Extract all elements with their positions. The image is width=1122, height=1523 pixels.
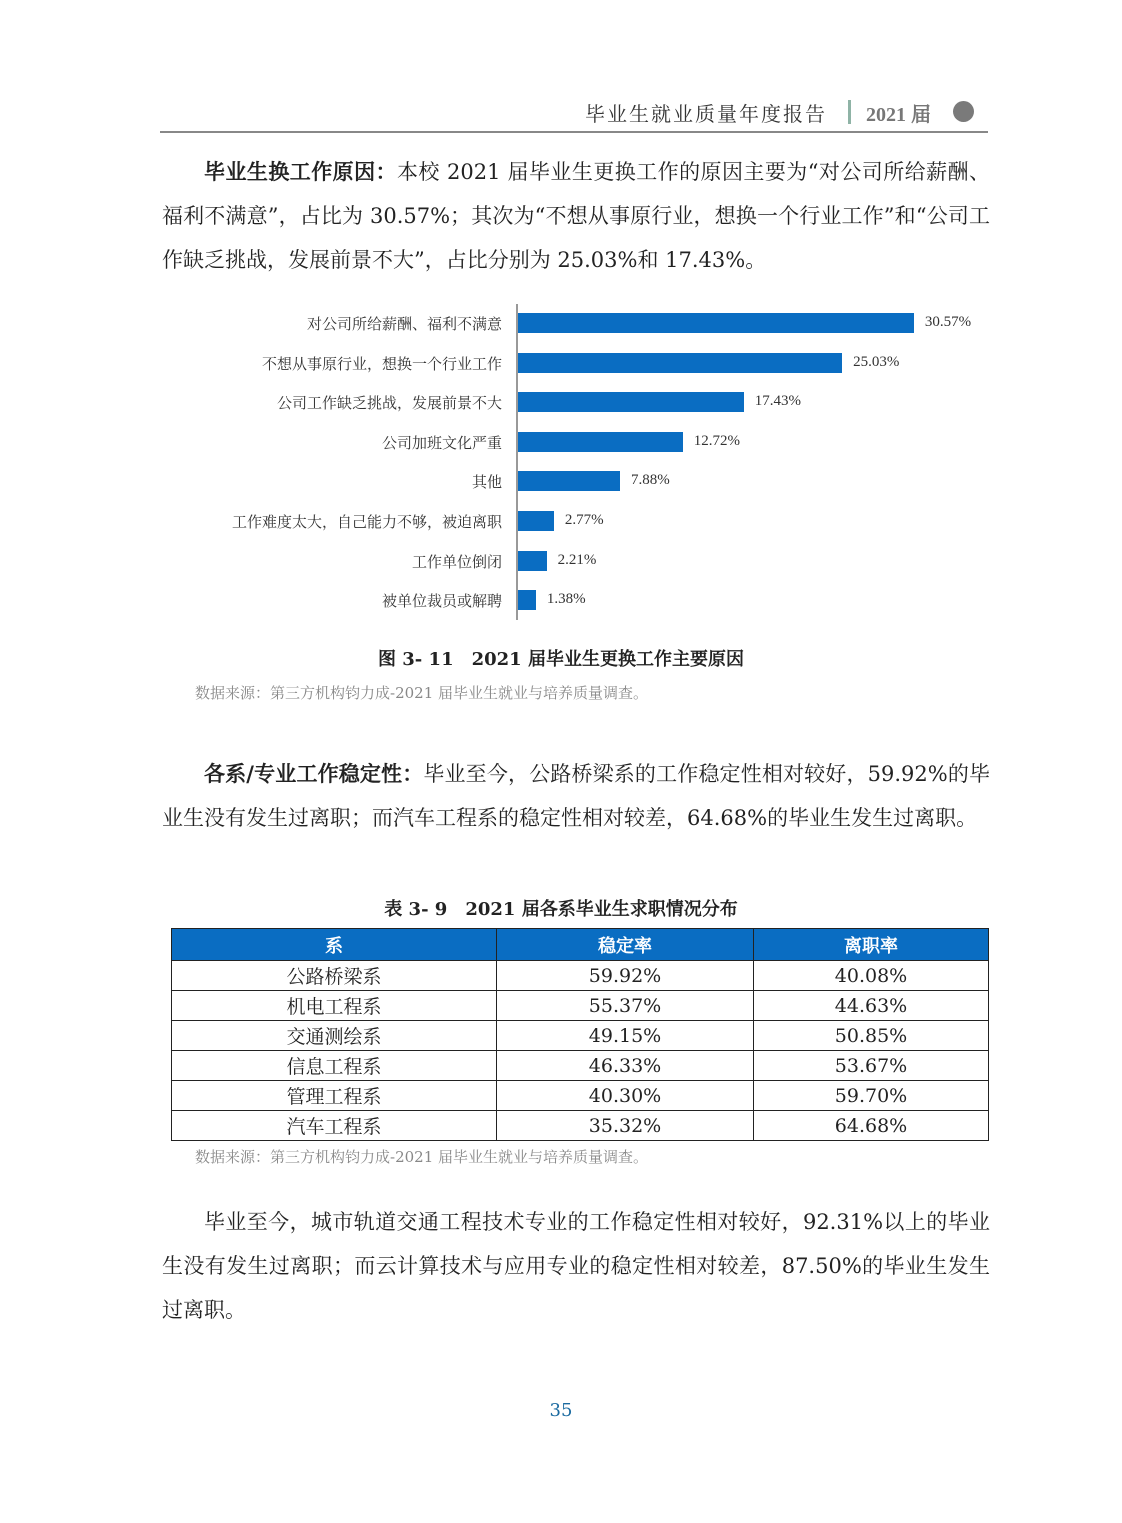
department-table [171,928,989,1141]
paragraph-job-change-reasons [162,150,990,282]
value-label: 7.88% [631,472,670,489]
category-label: 对公司所给薪酬、福利不满意 [306,315,502,333]
table-cell: 53.67% [754,1051,989,1081]
table-cell: 46.33% [497,1051,754,1081]
column-header: 离职率 [754,929,989,961]
table-cell: 机电工程系 [172,991,497,1021]
table-caption: 表 3- 9 2021 届各系毕业生求职情况分布 [384,899,738,920]
table-cell: 汽车工程系 [172,1111,497,1141]
table-cell: 40.08% [754,961,989,991]
chart-axis [516,304,518,620]
paragraph-heading: 毕业生换工作原因： [204,159,397,184]
table-cell: 49.15% [497,1021,754,1051]
table-cell: 59.70% [754,1081,989,1111]
table-source: 数据来源：第三方机构钧力成-2021 届毕业生就业与培养质量调查。 [195,1148,649,1166]
bar [518,392,744,412]
bar [518,471,620,491]
table-cell: 管理工程系 [172,1081,497,1111]
category-label: 被单位裁员或解聘 [381,592,502,611]
paragraph-text: 毕业至今，公路桥梁系的工作稳定性相对较好，59.92%的毕业生没有发生过离职；而汽车工程系的稳定性相对较差，64.68%的毕业生发生过离职。 [162,762,990,830]
figure-caption: 图 3- 11 2021 届毕业生更换工作主要原因 [378,649,744,670]
bar [518,590,536,610]
category-label: 公司工作缺乏挑战，发展前景不大 [276,394,502,413]
table-cell: 64.68% [754,1111,989,1141]
table-cell: 交通测绘系 [172,1021,497,1051]
category-label: 工作难度太大，自己能力不够，被迫离职 [231,513,502,531]
paragraph-department-stability [162,752,990,840]
table-cell: 59.92% [497,961,754,991]
figure-source: 数据来源：第三方机构钧力成-2021 届毕业生就业与培养质量调查。 [195,684,649,702]
bar [518,511,554,531]
column-header: 系 [172,929,497,961]
page-number: 35 [549,1400,573,1421]
header-dot-icon [953,101,974,122]
category-label: 其他 [471,473,502,492]
table-row [172,961,989,991]
table-cell: 公路桥梁系 [172,961,497,991]
header-title: 毕业生就业质量年度报告 [585,102,827,126]
table-row [172,1051,989,1081]
table-row [172,1111,989,1141]
header-rule [160,131,988,133]
value-label: 1.38% [546,591,586,608]
paragraph-major-stability: 毕业至今，城市轨道交通工程技术专业的工作稳定性相对较好，92.31%以上的毕业生没有发生过离职；而云计算技术与应用专业的稳定性相对较差，87.50%的毕业生发生过离职。 [162,1210,990,1322]
header-year: 2021 届 [866,104,931,126]
table-cell: 35.32% [497,1111,754,1141]
paragraph-heading: 各系/专业工作稳定性： [204,761,424,786]
column-header: 稳定率 [497,929,754,961]
value-label: 17.43% [754,393,801,410]
table-header-row [172,929,989,961]
value-label: 25.03% [853,353,900,370]
bar-chart [0,300,1122,630]
table-row [172,1081,989,1111]
paragraph-text: 本校 2021 届毕业生更换工作的原因主要为“对公司所给薪酬、福利不满意”，占比为 30.57%；其次为“不想从事原行业，想换一个行业工作”和“公司工作缺乏挑战，发展前景不大”，占比分别为 25.03%和 17.43%。 [162,160,991,272]
table-cell: 信息工程系 [172,1051,497,1081]
value-label: 2.21% [557,551,597,568]
category-label: 公司加班文化严重 [381,433,502,452]
table-cell: 44.63% [754,991,989,1021]
table-row [172,1021,989,1051]
table-cell: 50.85% [754,1021,989,1051]
bar [518,432,683,452]
value-label: 2.77% [564,512,604,528]
bar [518,313,914,333]
category-label: 工作单位倒闭 [411,552,502,571]
bar [518,551,547,571]
table-cell: 40.30% [497,1081,754,1111]
bar [518,353,842,373]
value-label: 30.57% [924,314,972,330]
table-cell: 55.37% [497,991,754,1021]
table-row [172,991,989,1021]
category-label: 不想从事原行业，想换一个行业工作 [261,354,502,373]
value-label: 12.72% [693,432,740,449]
header-divider [848,100,851,124]
